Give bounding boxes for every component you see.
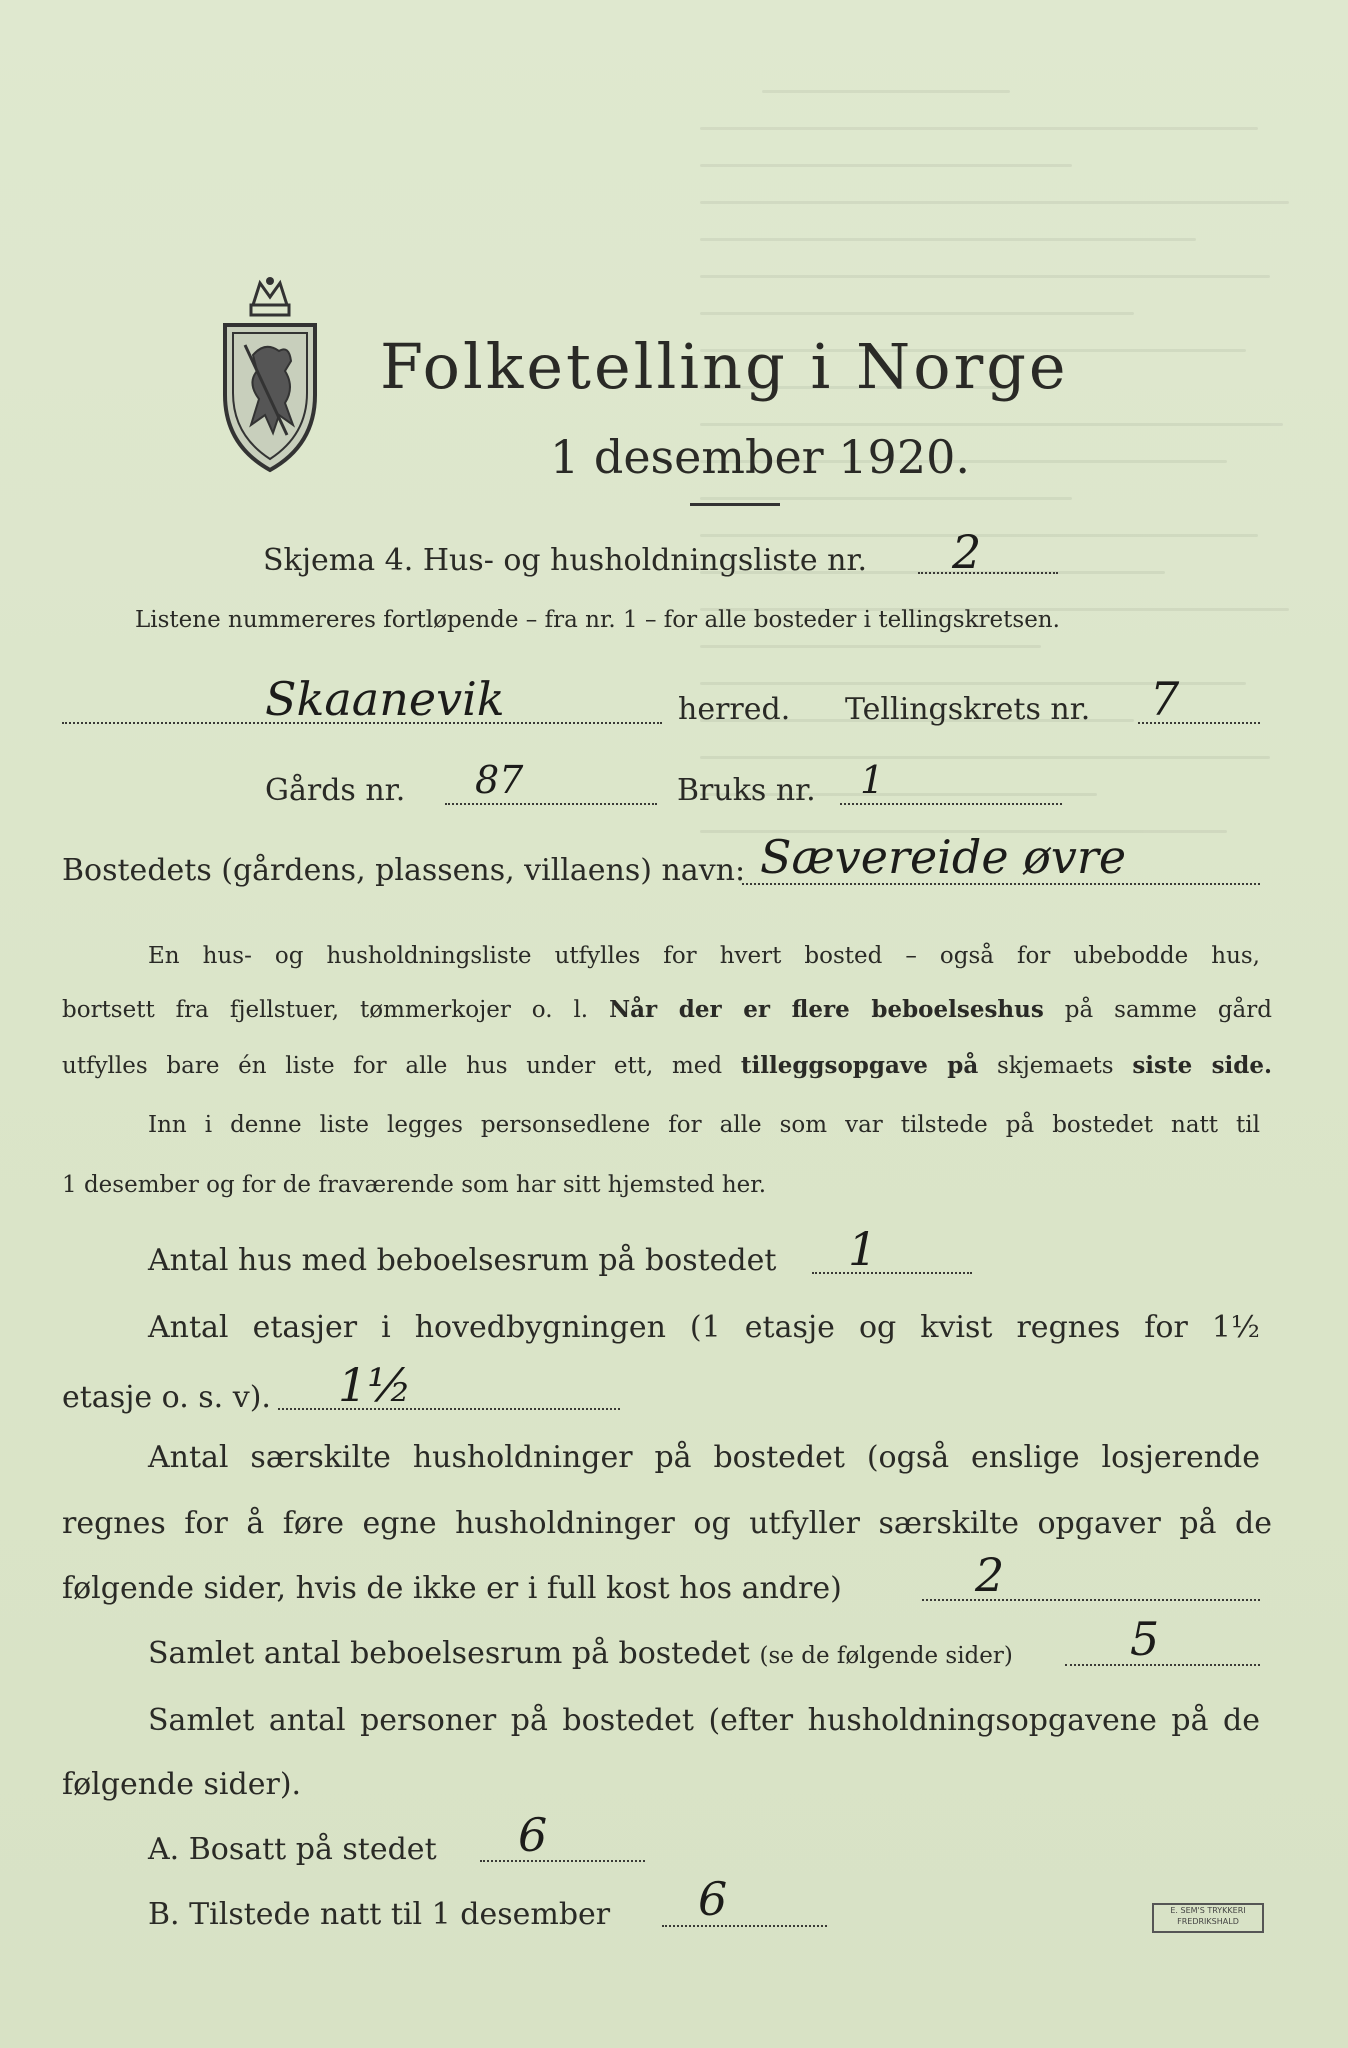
norway-coat-of-arms-icon: [215, 275, 325, 475]
bruks-dotted-line: [840, 803, 1062, 805]
bruks-value: 1: [860, 758, 885, 802]
bosatt-value: 6: [518, 1808, 548, 1862]
instruction-line-3: utfylles bare én liste for alle hus under ett, med tilleggsopgave på skjemaets siste side.: [62, 1052, 1273, 1079]
rum-note: (se de følgende sider): [759, 1643, 1013, 1669]
schema-number-value: 2: [952, 525, 982, 579]
bosted-label: Bostedets (gårdens, plassens, villaens) navn:: [62, 853, 746, 888]
rum-dotted-line: [1065, 1664, 1260, 1666]
husholdninger-line-3: følgende sider, hvis de ikke er i full kost hos andre): [62, 1571, 842, 1606]
bosatt-label: A. Bosatt på stedet: [148, 1832, 437, 1867]
herred-label: herred.: [678, 692, 791, 727]
antal-hus-value: 1: [848, 1222, 878, 1276]
etasjer-dotted-line: [278, 1408, 620, 1410]
personer-line-2: følgende sider).: [62, 1767, 302, 1802]
antal-hus-label: Antal hus med beboelsesrum på bostedet: [148, 1243, 777, 1278]
printer-stamp: E. SEM'S TRYKKERI FREDRIKSHALD: [1152, 1903, 1264, 1933]
husholdninger-value: 2: [975, 1548, 1005, 1602]
rum-label: Samlet antal beboelsesrum på bostedet (se de følgende sider): [148, 1636, 1013, 1671]
census-date: 1 desember 1920.: [550, 430, 970, 484]
instruction-line-1: En hus- og husholdningsliste utfylles for hvert bosted – også for ubebodde hus,: [148, 943, 1260, 969]
husholdninger-line-1: Antal særskilte husholdninger på bostedet (også enslige losjerende: [148, 1440, 1260, 1475]
schema-dotted-line: [918, 572, 1058, 574]
tellingskrets-value: 7: [1150, 672, 1180, 726]
etasjer-value: 1½: [338, 1358, 412, 1412]
bruks-label: Bruks nr.: [677, 773, 816, 808]
instruction-line-5: 1 desember og for de fraværende som har sitt hjemsted her.: [62, 1172, 767, 1198]
tilstede-label: B. Tilstede natt til 1 desember: [148, 1897, 611, 1932]
husholdninger-dotted-line: [922, 1599, 1260, 1601]
husholdninger-line-2: regnes for å føre egne husholdninger og utfyller særskilte opgaver på de: [62, 1506, 1272, 1541]
bosatt-dotted-line: [480, 1860, 645, 1862]
title-divider: [690, 503, 780, 506]
bosted-value: Sævereide øvre: [760, 830, 1127, 884]
gards-dotted-line: [445, 803, 657, 805]
herred-value: Skaanevik: [265, 672, 505, 726]
gards-label: Gårds nr.: [265, 773, 406, 808]
schema-label: Skjema 4. Hus- og husholdningsliste nr.: [263, 543, 868, 578]
etasjer-line-2: etasje o. s. v).: [62, 1380, 271, 1415]
numbering-note: Listene nummereres fortløpende – fra nr. 1 – for alle bosteder i tellingskretsen.: [135, 607, 1060, 633]
page-title: Folketelling i Norge: [380, 330, 1069, 403]
etasjer-line-1: Antal etasjer i hovedbygningen (1 etasje og kvist regnes for 1½: [148, 1310, 1260, 1345]
instruction-line-2: bortsett fra fjellstuer, tømmerkojer o. l. Når der er flere beboelseshus på samme gård: [62, 996, 1272, 1023]
tellingskrets-label: Tellingskrets nr.: [845, 692, 1091, 727]
gards-value: 87: [475, 758, 524, 802]
antal-hus-dotted-line: [812, 1272, 972, 1274]
tilstede-dotted-line: [662, 1925, 827, 1927]
rum-value: 5: [1130, 1612, 1160, 1666]
instruction-line-4: Inn i denne liste legges personsedlene for alle som var tilstede på bostedet natt til: [148, 1112, 1260, 1138]
tilstede-value: 6: [698, 1872, 728, 1926]
personer-line-1: Samlet antal personer på bostedet (efter husholdningsopgavene på de: [148, 1703, 1260, 1738]
